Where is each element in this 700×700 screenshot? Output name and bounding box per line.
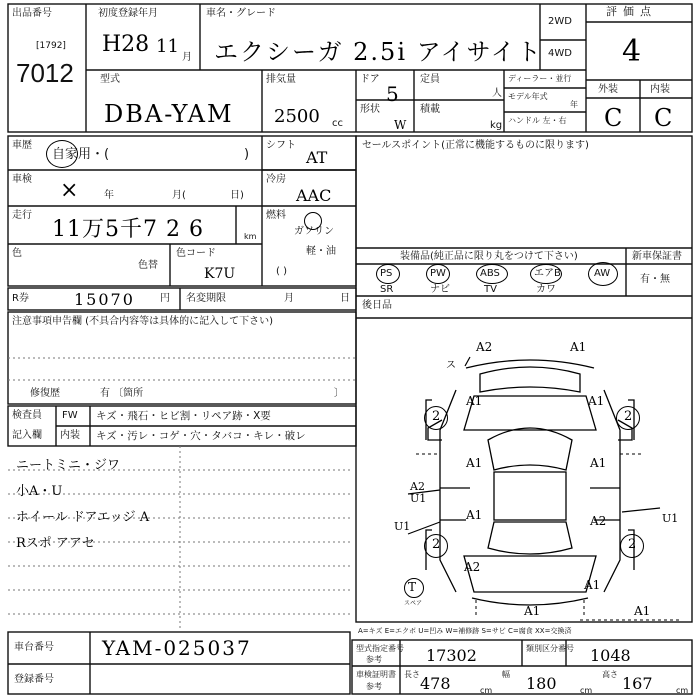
shape-value: W: [394, 118, 407, 132]
equip-ps: PS: [380, 268, 393, 279]
mileage-label: 走行: [12, 210, 32, 221]
inspection-day-unit: 日): [230, 190, 244, 201]
model-code-value: DBA-YAM: [104, 100, 234, 128]
dealer-label: ディーラー・並行: [508, 74, 572, 83]
model-code-label: 型式: [100, 74, 120, 85]
equip-leather: カワ: [536, 284, 556, 295]
mileage-unit: km: [244, 232, 257, 241]
month-unit: 月: [182, 52, 192, 63]
handwritten-note-4: Rスポ アアセ: [16, 536, 95, 551]
height-unit: cm: [676, 686, 689, 695]
height-value: 167: [622, 674, 653, 693]
chassis-label: 車台番号: [14, 642, 54, 653]
rear-items-label: 後日品: [362, 300, 392, 311]
spare-tire-mark: T: [408, 580, 417, 594]
ac-label: 冷房: [266, 174, 286, 185]
class-number: 1048: [590, 646, 631, 665]
mark-front-right-bumper: A1: [570, 340, 587, 354]
inspection-year-unit: 年: [104, 190, 114, 201]
equip-tv: TV: [484, 284, 497, 295]
length-unit: cm: [480, 686, 493, 695]
exterior-grade: C: [604, 104, 623, 132]
notes-title: 注意事項申告欄 (不具合内容等は具体的に記入して下さい): [12, 316, 273, 327]
interior-items: キズ・汚レ・コゲ・穴・タバコ・キレ・破レ: [96, 430, 306, 442]
mark-rear-right-quarter: A1: [584, 578, 601, 592]
name-change-month: 月: [284, 293, 294, 304]
equip-pw: PW: [430, 268, 446, 279]
inspection-label: 車検: [12, 174, 32, 185]
drive-2wd: 2WD: [548, 16, 572, 27]
fuel-other: ( ): [276, 266, 287, 277]
exterior-label: 外装: [598, 84, 618, 95]
damage-legend: A=キズ E=エクボ U=凹み W=補修跡 S=サビ C=腐食 XX=交換済: [358, 627, 572, 635]
ac-value: AAC: [296, 186, 332, 205]
mark-right-rear-dent: U1: [662, 512, 679, 525]
mark-right-front-door: A1: [590, 456, 607, 470]
mark-rear-bumper-left: A1: [524, 604, 541, 618]
class-number-label: 類別区分番号: [526, 644, 574, 653]
history-options: 自家用・(: [52, 147, 110, 162]
lot-number: 7012: [16, 58, 74, 88]
circle-abs: [476, 264, 508, 284]
mark-front-left-bumper: A2: [476, 340, 493, 354]
new-car-warranty-value: 有・無: [640, 274, 670, 285]
capacity-unit: 人: [492, 88, 502, 99]
mark-rear-bumper-right: A1: [634, 604, 651, 618]
mark-left-sill-dent: U1: [410, 492, 427, 505]
doors-value: 5: [386, 82, 399, 106]
interior-grade: C: [654, 104, 673, 132]
model-spec-ref: 参考: [366, 655, 382, 664]
mark-left-rear-dent: U1: [394, 520, 411, 533]
load-unit: kg: [490, 120, 503, 131]
first-registration-label: 初度登録年月: [98, 8, 158, 19]
lot-sub-code: [1792]: [36, 41, 66, 51]
fw-label: FW: [62, 410, 78, 421]
displacement-value: 2500: [274, 106, 320, 127]
length-value: 478: [420, 674, 451, 693]
shift-value: AT: [306, 148, 328, 167]
doors-label: ドア: [360, 74, 380, 85]
color-code-value: K7U: [204, 266, 236, 282]
fuel-selected-circle: [304, 212, 322, 230]
mark-left-front-door: A1: [466, 456, 483, 470]
capacity-label: 定員: [420, 74, 440, 85]
mark-front-left-wheel: 2: [432, 409, 441, 424]
equipment-title: 装備品(純正品に限り丸をつけて下さい): [400, 251, 578, 262]
recycle-value: 15070: [74, 290, 135, 309]
width-value: 180: [526, 674, 557, 693]
model-spec-label: 型式指定番号: [356, 644, 404, 653]
cert-label: 車検証明書: [356, 670, 396, 679]
rating-value: 4: [622, 34, 642, 69]
inspection-month-unit: 月(: [172, 190, 186, 201]
cert-ref: 参考: [366, 682, 382, 691]
mileage-value: 11万5千7 2 6: [52, 217, 204, 242]
mark-right-rear-door: A2: [590, 514, 607, 528]
first-registration-month: 11: [156, 36, 179, 57]
model-year-label: モデル年式: [508, 92, 548, 101]
load-label: 積載: [420, 104, 440, 115]
equip-aw: AW: [594, 268, 611, 279]
name-change-day: 日: [340, 293, 350, 304]
history-selected-circle: [46, 140, 78, 168]
equip-sr: SR: [380, 284, 394, 295]
handwritten-note-3: ホイール ドアエッジ A: [16, 510, 150, 525]
chassis-number: YAM-025037: [102, 636, 252, 660]
mark-front-right-wheel: 2: [624, 409, 633, 424]
mark-rear-left-quarter: A2: [464, 560, 481, 574]
inspector-notes-label: 記入欄: [12, 430, 42, 441]
shape-label: 形状: [360, 104, 380, 115]
mark-front-corner: ス: [446, 360, 456, 371]
mark-hood-right: A1: [588, 394, 605, 408]
mark-left-sill: A2: [410, 480, 425, 493]
recycle-label: R券: [12, 293, 29, 304]
model-year-unit: 年: [570, 100, 578, 109]
mark-left-rear-door: A1: [466, 508, 483, 522]
equip-navi: ナビ: [430, 284, 450, 295]
fuel-label: 燃料: [266, 210, 286, 221]
displacement-label: 排気量: [266, 74, 296, 85]
history-label: 車歴: [12, 140, 32, 151]
fuel-gasoline: ガソリン: [294, 226, 334, 237]
circle-ps: [376, 264, 400, 284]
width-unit: cm: [580, 686, 593, 695]
color-change-label: 色替: [138, 260, 158, 271]
registration-number-label: 登録番号: [14, 674, 54, 685]
drive-4wd: 4WD: [548, 48, 572, 59]
history-close: ): [244, 147, 250, 162]
interior-label: 内装: [650, 84, 670, 95]
new-car-warranty-label: 新車保証書: [632, 251, 682, 262]
mark-rear-left-wheel: 2: [432, 537, 441, 552]
model-spec-number: 17302: [426, 646, 477, 665]
inspection-value: ×: [60, 178, 79, 203]
interior-insp-label: 内装: [60, 430, 80, 441]
repair-history-value: 有 〔箇所: [100, 388, 144, 399]
width-label: 幅: [502, 670, 510, 679]
color-code-label: 色コード: [176, 248, 216, 259]
displacement-unit: cc: [332, 118, 343, 129]
circle-airbag: [530, 264, 562, 284]
mark-hood-left: A1: [466, 394, 483, 408]
equip-airbag: エアB: [534, 268, 561, 279]
fuel-light-oil: 軽・油: [306, 246, 336, 257]
name-change-label: 名変期限: [186, 293, 226, 304]
handwritten-note-2: 小A・U: [16, 484, 63, 499]
spare-label: スペア: [404, 600, 423, 607]
inspector-label: 検査員: [12, 410, 42, 421]
height-label: 高さ: [602, 670, 618, 679]
repair-history-label: 修復歴: [30, 388, 60, 399]
recycle-unit: 円: [160, 293, 170, 304]
shift-label: シフト: [266, 140, 296, 151]
rating-label: 評価点: [606, 5, 657, 18]
repair-history-close: 〕: [334, 388, 344, 399]
length-label: 長さ: [404, 670, 420, 679]
color-label: 色: [12, 248, 22, 259]
fw-items: キズ・飛石・ヒビ割・リペア跡・X要: [96, 410, 271, 422]
model-name-label: 車名・グレード: [206, 8, 276, 19]
model-name-value: エクシーガ 2.5i アイサイト: [214, 38, 543, 66]
handle-label: ハンドル 左・右: [508, 116, 567, 125]
equip-abs: ABS: [480, 268, 500, 279]
handwritten-note-1: ニートミニ・ジワ: [16, 458, 121, 473]
circle-pw: [426, 264, 450, 284]
lot-number-label: 出品番号: [12, 8, 52, 19]
sales-point-label: セールスポイント(正常に機能するものに限ります): [362, 140, 589, 151]
circle-aw: [588, 262, 618, 286]
mark-roof: [540, 440, 541, 441]
first-registration-year: H28: [102, 32, 150, 57]
mark-rear-right-wheel: 2: [628, 537, 637, 552]
